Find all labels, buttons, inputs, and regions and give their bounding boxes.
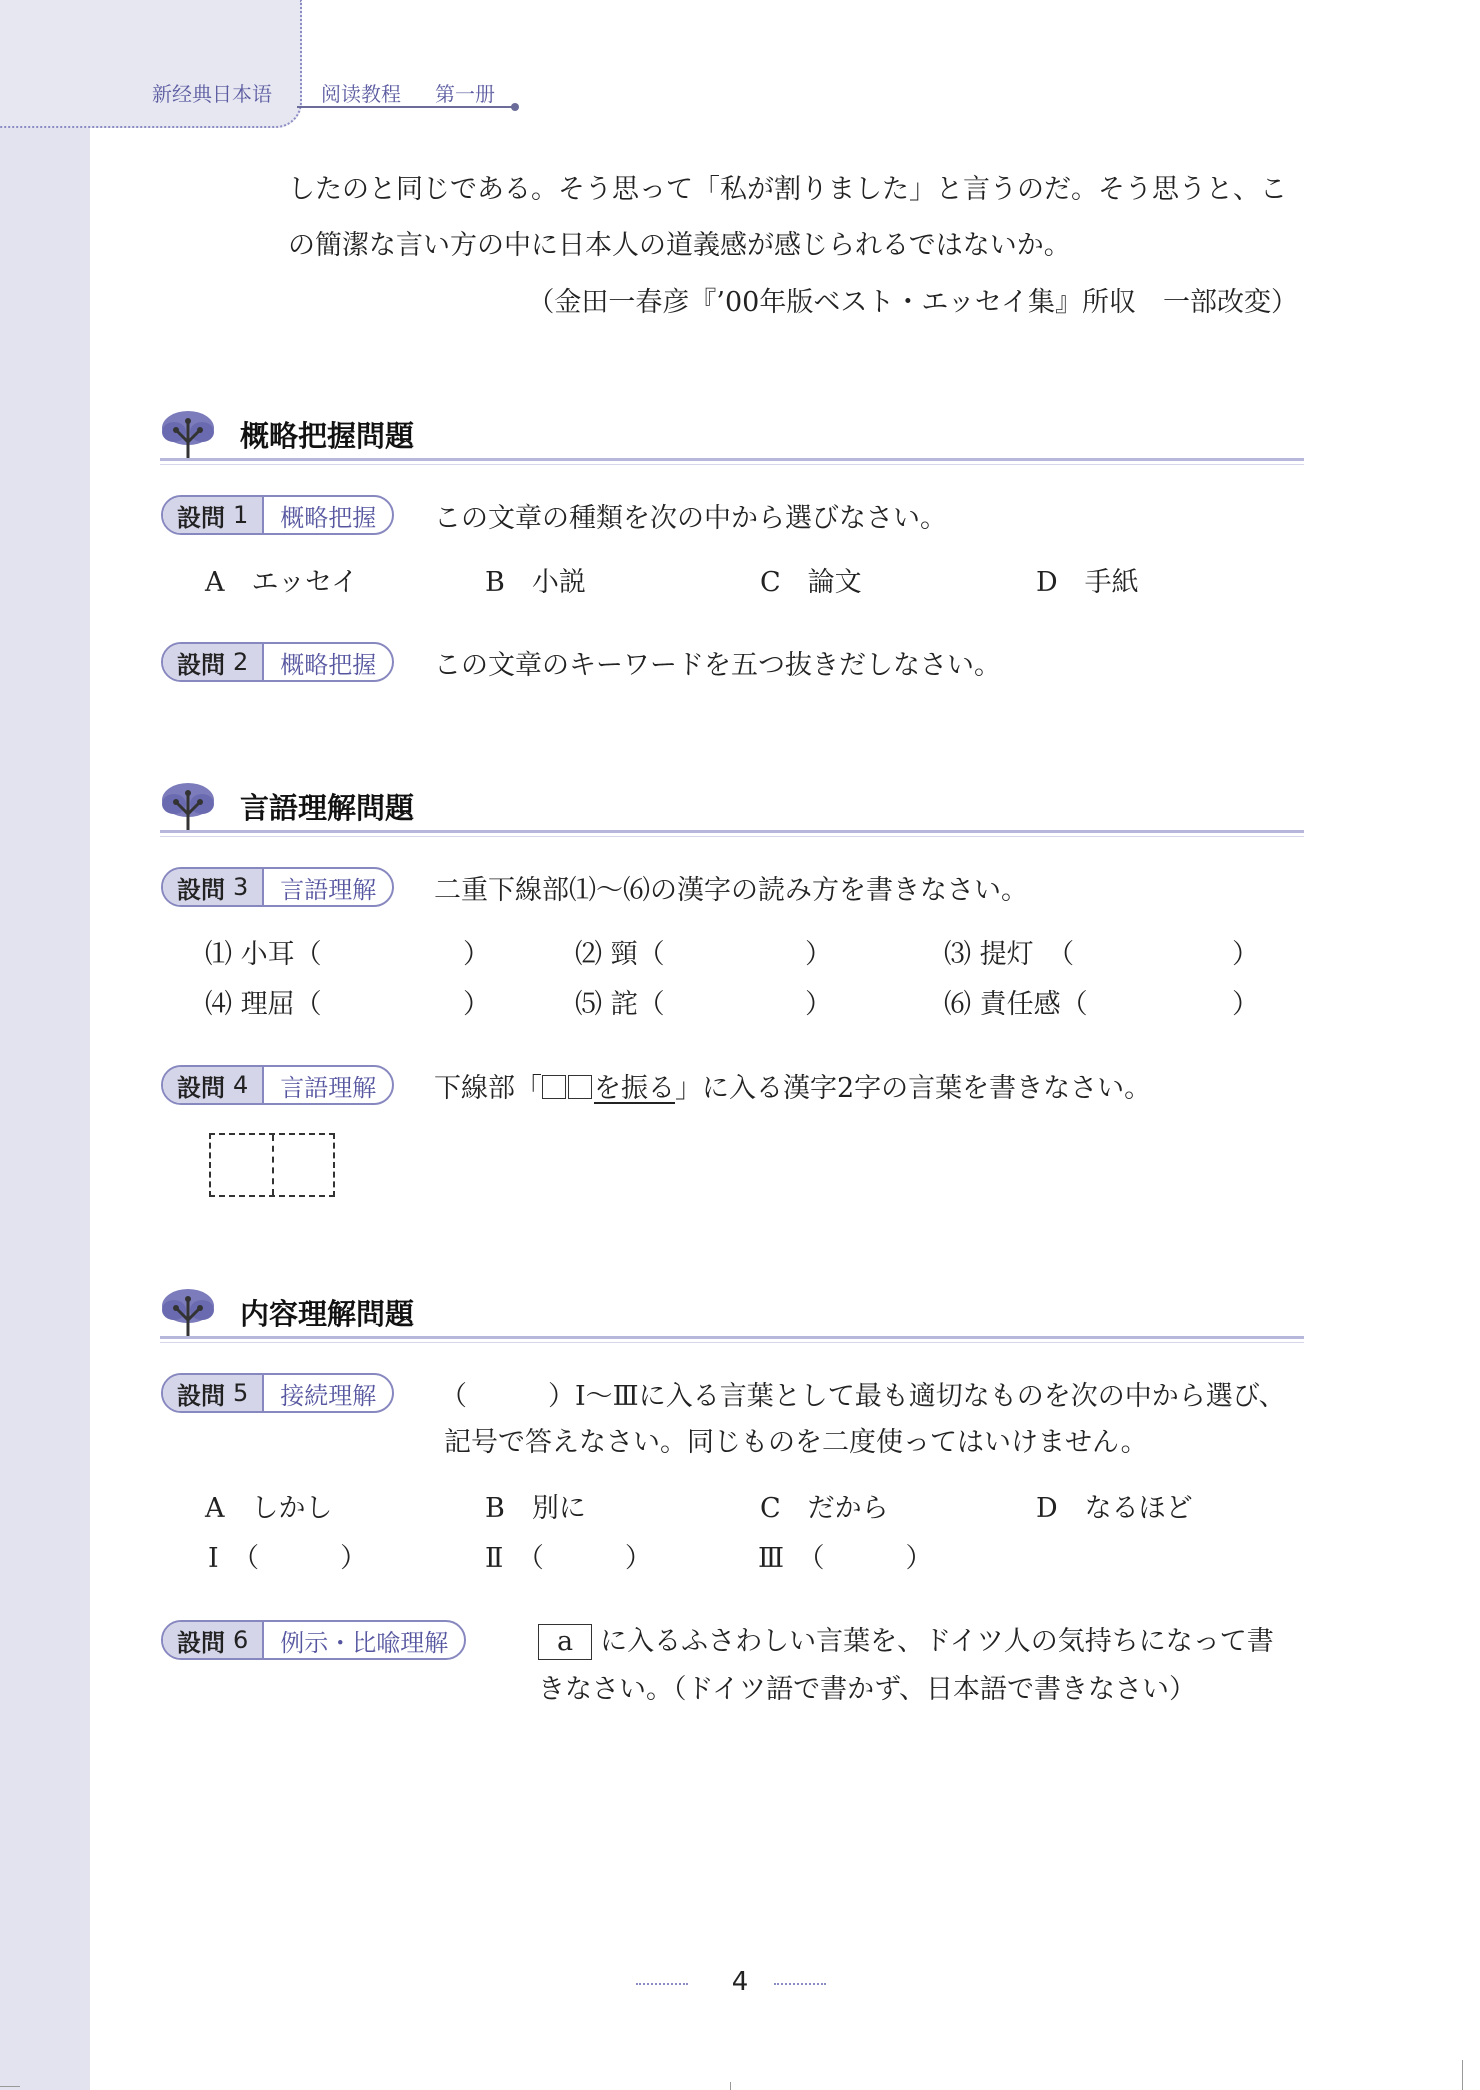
question-text: 二重下線部⑴～⑹の漢字の読み方を書きなさい。	[434, 875, 1028, 906]
reading-item-close: ）	[463, 939, 490, 970]
crop-mark	[0, 2086, 20, 2087]
question-text: きなさい。（ドイツ語で書かず、日本語で書きなさい）	[538, 1674, 1196, 1705]
reading-item-close: ）	[805, 989, 832, 1020]
answer-option: D なるほど	[1036, 1493, 1193, 1524]
answer-option: D 手紙	[1036, 567, 1139, 598]
section-title: 内容理解問題	[240, 1297, 415, 1331]
passage-line: の簡潔な言い方の中に日本人の道義感が感じられるではないか。	[288, 230, 1071, 261]
question-label	[161, 1065, 394, 1105]
reading-item: ⑷ 理屈（	[205, 989, 322, 1020]
question-category: 接続理解	[280, 1381, 377, 1410]
question-number: 設問 3	[163, 869, 264, 905]
section-rule	[160, 836, 1304, 837]
section-rule	[160, 1342, 1304, 1343]
section-rule	[160, 464, 1304, 465]
header-book: 阅读教程	[321, 82, 401, 106]
question-category: 概略把握	[280, 650, 377, 679]
blank-a-box: a	[538, 1624, 592, 1660]
reading-item: ⑴ 小耳（	[205, 939, 322, 970]
passage-line: したのと同じである。そう思って「私が割りました」と言うのだ。そう思うと、こ	[288, 174, 1287, 205]
section-heading	[160, 412, 1304, 456]
question-label	[161, 1620, 466, 1660]
answer-option: B 別に	[485, 1493, 586, 1524]
header-volume: 第一册	[435, 82, 495, 106]
reading-item-close: ）	[1232, 939, 1259, 970]
answer-option: B 小説	[485, 567, 586, 598]
crop-mark	[1462, 2060, 1463, 2090]
question-category: 例示・比喩理解	[280, 1628, 449, 1657]
question-number: 設問 1	[163, 497, 264, 533]
reading-item-close: ）	[1232, 989, 1259, 1020]
question-number: 設問 4	[163, 1067, 264, 1103]
question-number: 設問 5	[163, 1375, 264, 1411]
passage-source: （金田一春彦『’00年版ベスト・エッセイ集』所収 一部改変）	[527, 287, 1298, 318]
answer-blank[interactable]: Ⅲ （ ）	[758, 1543, 933, 1574]
page-number-dots	[774, 1983, 826, 1985]
answer-blank[interactable]: Ⅰ （ ）	[208, 1543, 368, 1574]
answer-boxes[interactable]	[209, 1133, 335, 1197]
answer-option: A しかし	[205, 1493, 333, 1524]
tree-icon	[160, 408, 216, 462]
page-number: 4	[731, 1967, 749, 1997]
passage-text	[288, 162, 1308, 274]
question-label	[161, 495, 394, 535]
header-series: 新经典日本语	[152, 82, 272, 106]
question-category: 概略把握	[280, 503, 377, 532]
section-title: 言語理解問題	[240, 791, 415, 825]
section-title: 概略把握問題	[240, 419, 415, 453]
answer-option: C だから	[760, 1493, 889, 1524]
question-number: 設問 6	[163, 1622, 264, 1658]
question-label	[161, 1373, 394, 1413]
answer-blank[interactable]: Ⅱ （ ）	[485, 1543, 652, 1574]
question-text: この文章の種類を次の中から選びなさい。	[434, 503, 947, 534]
question-text: この文章のキーワードを五つ抜きだしなさい。	[434, 650, 1001, 681]
reading-item-close: ）	[463, 989, 490, 1020]
reading-item: ⑶ 提灯 （	[944, 939, 1075, 970]
tree-icon	[160, 1286, 216, 1340]
question-label	[161, 867, 394, 907]
left-margin-strip	[0, 0, 90, 2090]
section-rule	[160, 458, 1304, 461]
question-label	[161, 642, 394, 682]
header-underline	[297, 106, 515, 108]
question-text: 下線部「 を振る」に入る漢字2字の言葉を書きなさい。	[434, 1073, 1152, 1104]
answer-option: C 論文	[760, 567, 862, 598]
reading-item: ⑹ 責任感（	[944, 989, 1088, 1020]
crop-mark	[730, 2082, 731, 2090]
section-rule	[160, 830, 1304, 833]
reading-item-close: ）	[805, 939, 832, 970]
question-number: 設問 2	[163, 644, 264, 680]
header-tab	[0, 0, 302, 128]
reading-item: ⑸ 詫（	[575, 989, 665, 1020]
blank-square	[568, 1075, 592, 1099]
answer-option: A エッセイ	[205, 567, 359, 598]
question-category: 言語理解	[280, 1073, 377, 1102]
section-heading	[160, 1290, 1304, 1334]
tree-icon	[160, 780, 216, 834]
header-dot	[511, 103, 519, 111]
question-text: （ ）Ⅰ～Ⅲに入る言葉として最も適切なものを次の中から選び、	[440, 1381, 1286, 1412]
reading-item: ⑵ 頸（	[575, 939, 665, 970]
question-text: 記号で答えなさい。同じものを二度使ってはいけません。	[444, 1427, 1148, 1458]
question-text: a に入るふさわしい言葉を、ドイツ人の気持ちになって書	[538, 1619, 1274, 1660]
underlined-phrase: を振る	[542, 1073, 675, 1104]
blank-square	[542, 1075, 566, 1099]
section-heading	[160, 784, 1304, 828]
question-category: 言語理解	[280, 875, 377, 904]
section-rule	[160, 1336, 1304, 1339]
